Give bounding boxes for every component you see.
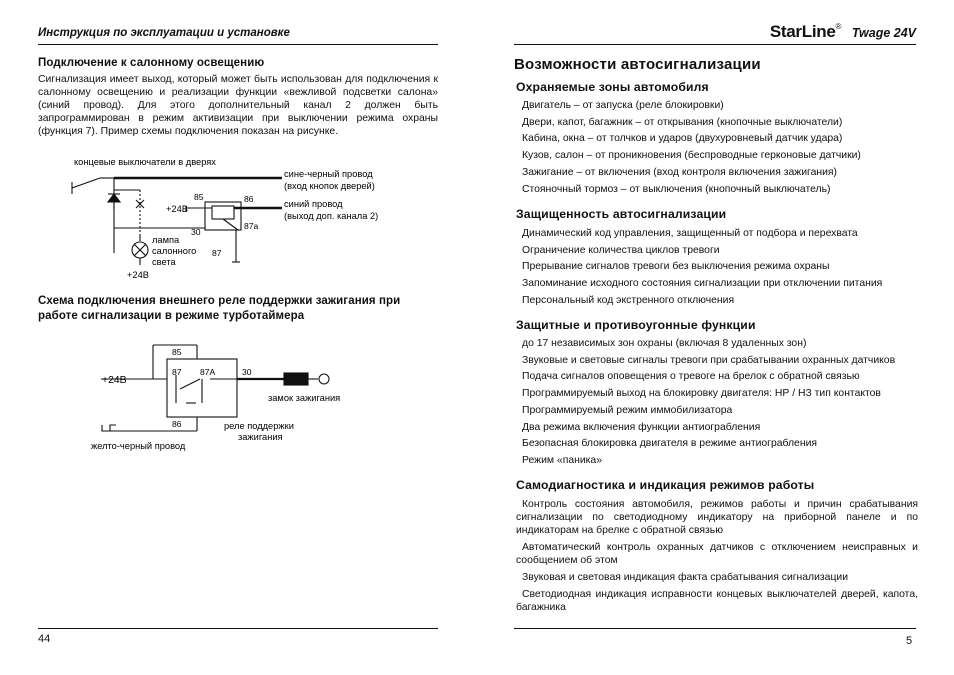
section-diagnostics-title: Самодиагностика и индикация режимов работы — [516, 478, 815, 492]
blue-black-wire-label-2: (вход кнопок дверей) — [284, 181, 375, 191]
blue-wire-label-1: синий провод — [284, 199, 343, 209]
list-item: Подача сигналов оповещения о тревоге на брелок с обратной связью — [522, 371, 860, 383]
right-footer-rule — [514, 628, 916, 629]
list-item: Стояночный тормоз – от выключения (кнопочный выключатель) — [522, 183, 831, 195]
list-item: Автоматический контроль охранных датчиков с отключением неисправных и сообщением об этом — [516, 542, 918, 567]
list-item: Кабина, окна – от толчков и ударов (двухуровневый датчик удара) — [522, 133, 843, 145]
pin-85-label-b: 85 — [172, 347, 182, 357]
list-item: до 17 независимых зон охраны (включая 8 удаленных зон) — [522, 338, 807, 349]
ignition-lock-label: замок зажигания — [268, 393, 341, 403]
pin-30-label-b: 30 — [242, 367, 252, 377]
lamp-label-2: салонного — [152, 246, 197, 256]
list-item: Двери, капот, багажник – от открывания (кнопочные выключатели) — [522, 116, 843, 128]
section-security-title: Защищенность автосигнализации — [516, 207, 727, 221]
right-header-rule — [514, 44, 916, 45]
lamp-label-1: лампа — [152, 235, 180, 245]
list-item: Режим «паника» — [522, 454, 602, 466]
plus24-label-b: +24В — [127, 270, 149, 280]
section-interior-lighting-text: Сигнализация имеет выход, который может быть использован для подключения к салонному освещению и реализации функции «вежливой подсветки салона» (синий провод). Для этого дополнительный канал 2 должен быть запрограммирован в режим активизации при выключении режима охраны (функция 7). Пример схемы подключения показан на рисунке. — [38, 74, 438, 137]
list-item: Два режима включения функции антиограбления — [522, 421, 761, 433]
pin-87A-label: 87А — [200, 367, 216, 377]
right-page-title: Возможности автосигнализации — [514, 56, 761, 73]
list-item: Двигатель – от запуска (реле блокировки) — [522, 100, 724, 111]
yellow-black-wire-label: желто-черный провод — [91, 441, 186, 451]
lamp-label-3: света — [152, 257, 176, 267]
list-item: Кузов, салон – от проникновения (беспроводные герконовые датчики) — [522, 150, 861, 162]
security-list — [522, 226, 932, 310]
door-switches-label: концевые выключатели в дверях — [74, 157, 216, 167]
section-turbotimer-title-line1: Схема подключения внешнего реле поддержки зажигания при — [38, 295, 401, 307]
protected-zones-list — [522, 98, 932, 198]
section-interior-lighting-title: Подключение к салонному освещению — [38, 57, 265, 69]
diagnostics-list — [516, 498, 918, 618]
plus24-label-c: +24В — [102, 375, 127, 386]
list-item: Прерывание сигналов тревоги без выключения режима охраны — [522, 261, 830, 273]
right-page-number: 5 — [906, 635, 913, 647]
brand-model: Twage 24V — [851, 26, 916, 40]
list-item: Запоминание исходного состояния сигнализации при отключении питания — [522, 278, 883, 290]
protection-functions-list — [522, 336, 932, 470]
pin-86-label: 86 — [244, 194, 254, 204]
section-protection-functions-title: Защитные и противоугонные функции — [516, 318, 756, 332]
list-item: Программируемый режим иммобилизатора — [522, 404, 733, 416]
list-item: Безопасная блокировка двигателя в режиме антиограбления — [522, 438, 817, 450]
list-item: Зажигание – от включения (вход контроля включения зажигания) — [522, 166, 838, 178]
pin-87-label: 87 — [212, 248, 222, 258]
list-item: Программируемый выход на блокировку двигателя: НР / НЗ тип контактов — [522, 388, 881, 400]
pin-87a-label: 87а — [244, 221, 259, 231]
list-item: Динамический код управления, защищенный от подбора и перехвата — [522, 228, 858, 239]
brand-logo: StarLine — [769, 22, 836, 41]
list-item: Звуковая и световая индикация факта срабатывания сигнализации — [522, 572, 849, 584]
relay-label-1: реле поддержки — [224, 421, 294, 431]
left-header: Инструкция по эксплуатации и установке — [38, 27, 290, 39]
list-item: Ограничение количества циклов тревоги — [522, 244, 720, 256]
section-turbotimer-title-line2: работе сигнализации в режиме турботаймера — [38, 310, 305, 322]
list-item: Светодиодная индикация исправности концевых выключателей дверей, капота, багажника — [516, 588, 918, 613]
list-item: Звуковые и световые сигналы тревоги при срабатывании охранных датчиков — [522, 354, 896, 366]
blue-wire-label-2: (выход доп. канала 2) — [284, 211, 379, 221]
brand-header: StarLine® Twage 24V — [769, 22, 916, 41]
pin-30-label: 30 — [191, 227, 201, 237]
plus24-label-a: +24В — [166, 204, 188, 214]
left-page-number: 44 — [38, 633, 51, 645]
section-protected-zones-title: Охраняемые зоны автомобиля — [516, 80, 709, 94]
list-item: Контроль состояния автомобиля, режимов работы и причин срабатывания сигнализации по светодиодному индикатору на приборной панеле и по индикаторам на брелке с обратной связью — [516, 499, 918, 537]
pin-85-label: 85 — [194, 192, 204, 202]
list-item: Персональный код экстренного отключения — [522, 294, 735, 306]
pin-86-label-b: 86 — [172, 419, 182, 429]
relay-label-2: зажигания — [238, 432, 283, 442]
blue-black-wire-label-1: сине-черный провод — [284, 169, 373, 179]
pin-87-label-b: 87 — [172, 367, 182, 377]
